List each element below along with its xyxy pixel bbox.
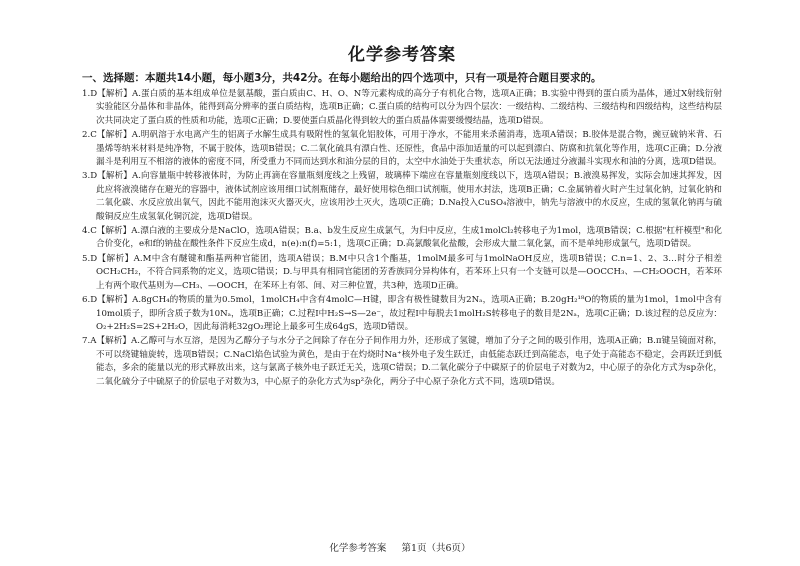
page-footer [0,540,800,554]
answer-text: A.漂白液的主要成分是NaClO，选项A错误；B.a、b发生反应生成氯气，为归中反应，生成1molCl₂转移电子为1mol，选项B错误；C.根据"杠杆模型"和化合价变化，e和f的钠盐在酸性条件下反应生成d，n(e):n(f)=5:1，选项C正确；D.高氯酸氧化盐酸，会形成大量二氧化氯，而不是单纯形成氯气，选项D错误。 [96,226,722,250]
analysis-tag: 【解析】 [97,253,134,264]
analysis-tag: 【解析】 [96,226,132,237]
answer-number: 6.D [82,295,98,306]
answer-text: A.蛋白质的基本组成单位是氨基酸，蛋白质由C、H、O、N等元素构成的高分子有机化合物，选项A正确；B.实验中得到的蛋白质为晶体，通过X射线衍射实验能区分晶体和非晶体，能得到高分辨率的蛋白质结构，选项B正确；C.蛋白质的结构可以分为四个层次：一级结构、二级结构、三级结构和四级结构，这些结构层次共同决定了蛋白质的性质和功能，选项C正确；D.要使蛋白质晶化得到较大的蛋白质晶体需要缓慢结晶，选项D错误。 [96,89,722,126]
answer-text: A.向容量瓶中转移液体时，为防止再滴在容量瓶刻度线之上残留，玻璃棒下端应在容量瓶刻度线以下，选项A错误；B.液溴易挥发，实际会加速其挥发，因此应将液溴储存在避光的容器中，液体试剂应该用细口试剂瓶储存，最好使用棕色细口试剂瓶，使用水封法，选项B正确；C.金属钠着火时产生过氧化钠，过氧化钠和二氧化碳、水反应放出氧气，因此不能用泡沫灭火器灭火，应该用沙土灭火，选项C正确；D.Na投入CuSO₄溶液中，钠先与溶液中的水反应，生成的氢氧化钠再与硫酸铜反应生成氢氧化铜沉淀，选项D错误。 [96,171,722,222]
answer-number: 2.C [82,130,97,141]
answer-item-1 [82,88,722,128]
answer-item-4 [82,225,722,252]
page-title: 化学参考答案 [348,45,456,65]
answer-text: A.8gCH₄的物质的量为0.5mol，1molCH₄中含有4molC—H键，即含有极性键数目为2Nₐ，选项A正确；B.20gH₂¹⁸O的物质的量为1mol，1mol中含有10mol质子，即所含质子数为10Nₐ，选项B正确；C.过程Ⅰ中H₂S→S—2e⁻，故过程Ⅰ中每脱去1molH₂S转移电子的数目是2Nₐ，选项C正确；D.该过程的总反应为：O₂+2H₂S=2S+2H₂O，因此每消耗32gO₂理论上最多可生成64gS，选项D错误。 [96,295,722,332]
answer-item-7 [82,335,722,389]
section-heading: 一、选择题：本题共14小题，每小题3分，共42分。在每小题给出的四个选项中，只有一项是符合题目要求的。 [82,72,602,84]
analysis-tag: 【解析】 [96,336,131,347]
answer-item-3 [82,170,722,224]
footer-label: 化学参考答案 [329,543,387,554]
answer-text: A.乙醇可与水互溶，是因为乙醇分子与水分子之间除了存在分子间作用力外，还形成了氢键，增加了分子之间的吸引作用，选项A正确；B.π键呈镜面对称，不可以绕键轴旋转，选项B错误；C.NaCl焰色试验为黄色，是由于在灼烧时Na⁺核外电子发生跃迁，由低能态跃迁到高能态，电子处于高能态不稳定，会再跃迁到低能态，多余的能量以光的形式释放出来，这与氯离子核外电子跃迁无关，选项C错误；D.二氧化碳分子中碳原子的价层电子对数为2，中心原子的杂化方式为sp杂化，二氧化硫分子中硫原子的价层电子对数为3，中心原子的杂化方式为sp²杂化，两分子中心原子杂化方式不同，选项D错误。 [96,336,722,387]
answer-number: 7.A [82,336,97,347]
analysis-tag: 【解析】 [97,295,133,306]
answer-number: 4.C [82,226,97,237]
answer-number: 1.D [82,89,98,99]
analysis-tag: 【解析】 [97,171,133,182]
analysis-tag: 【解析】 [97,89,132,99]
answer-text: A.明矾溶于水电离产生的铝离子水解生成具有吸附性的氢氧化铝胶体，可用于净水，不能用来杀菌消毒，选项A错误；B.胶体是混合物，豌豆硫钠米背、石墨烯等纳米材料是纯净物，不属于胶体，选项B错误；C.二氧化硫具有漂白性、还原性，食品中添加适量的可以起到漂白、防腐和抗氧化等作用，选项C正确；D.分液漏斗是利用互不相溶的液体的密度不同，所受重力不同而达到水和油分层的目的，太空中水油处于失重状态，所以无法通过分液漏斗实现水和油的分离，选项D错误。 [96,130,722,168]
answer-item-6 [82,294,722,334]
answer-text: A.M中含有醚键和酯基两种官能团，选项A错误；B.M中只含1个酯基，1molM最多可与1molNaOH反应，选项B错误；C.n=1、2、3…时分子相差OCH₂CH₂，不符合同系物的定义，选项C错误；D.与甲具有相同官能团的芳香族同分异构体有，若苯环上只有一个支链可以是—OOCCH₃、—CH₂OOCH，若苯环上有两个取代基则为—CH₃、—OOCH，在苯环上有邻、间、对三种位置，共3种，选项D正确。 [96,253,722,291]
analysis-tag: 【解析】 [96,130,132,141]
answer-number: 5.D [82,253,98,264]
answer-number: 3.D [82,171,98,182]
answer-item-5 [82,253,722,293]
answer-item-2 [82,129,722,169]
page-number: 第1页（共6页） [401,543,471,554]
